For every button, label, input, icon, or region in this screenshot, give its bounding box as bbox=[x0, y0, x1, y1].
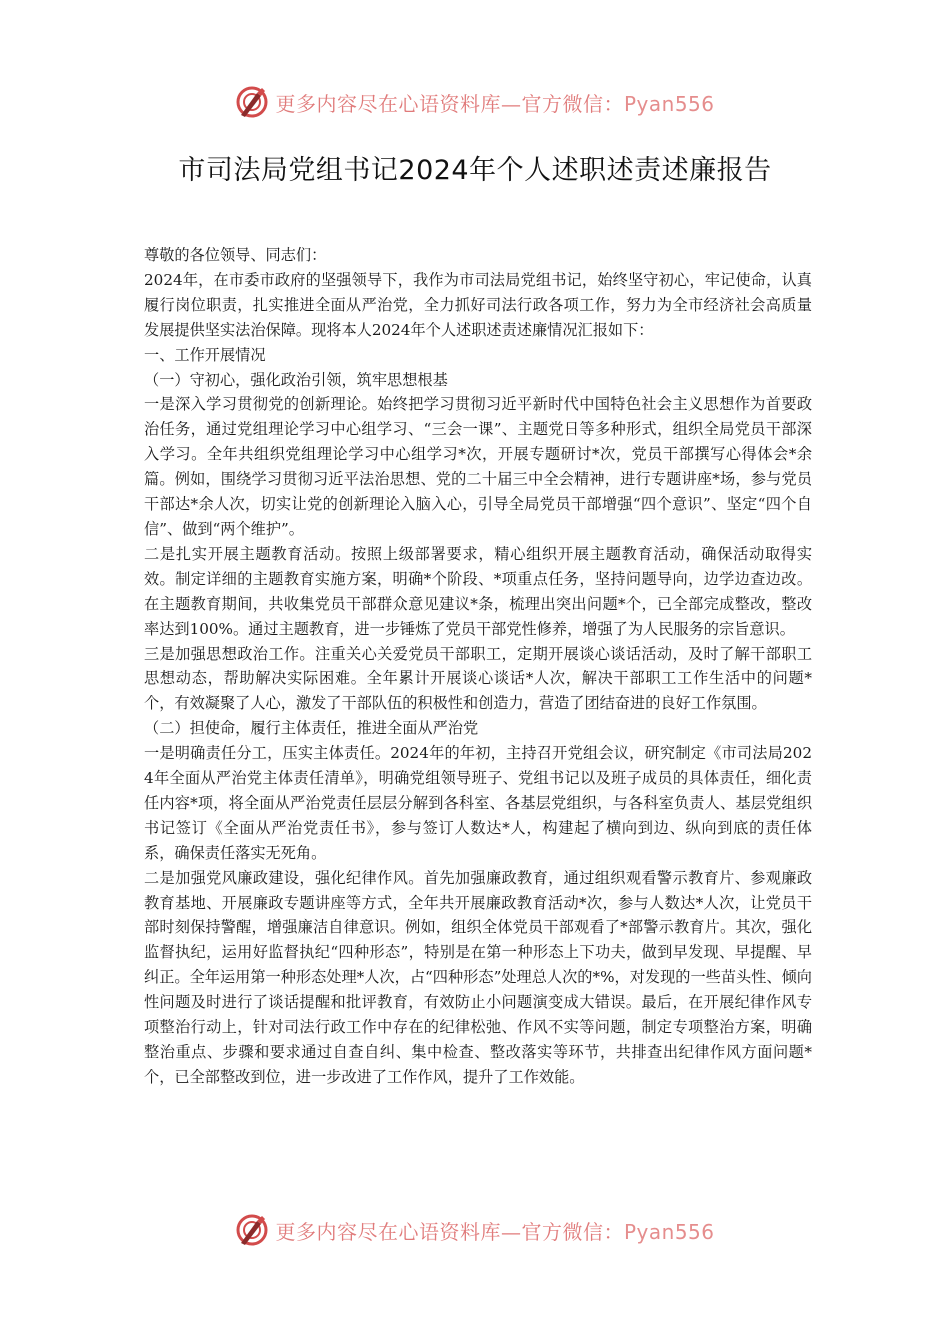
intro-paragraph: 2024年，在市委市政府的坚强领导下，我作为市司法局党组书记，始终坚守初心，牢记使命，认真履行岗位职责，扎实推进全面从严治党，全力抓好司法行政各项工作，努力为全市经济社会高质量发展提供坚实法治保障。现将本人2024年个人述职述责述廉情况汇报如下： bbox=[144, 270, 812, 339]
pen-logo-icon bbox=[235, 1213, 269, 1247]
salutation: 尊敬的各位领导、同志们： bbox=[144, 246, 327, 264]
body-paragraph: 二是加强党风廉政建设，强化纪律作风。首先加强廉政教育，通过组织观看警示教育片、参观廉政教育基地、开展廉政专题讲座等方式，全年共开展廉政教育活动*次，参与人数达*人次，让党员干部时刻保持警醒，增强廉洁自律意识。例如，组织全体党员干部观看了*部警示教育片。其次，强化监督执纪，运用好监督执纪“四种形态”，特别是在第一种形态上下功夫，做到早发现、早提醒、早纠正。全年运用第一种形态处理*人次，占“四种形态”处理总人次的*%，对发现的一些苗头性、倾向性问题及时进行了谈话提醒和批评教育，有效防止小问题演变成大错误。最后，在开展纪律作风专项整治行动上，针对司法行政工作中存在的纪律松弛、作风不实等问题，制定专项整治方案，明确整治重点、步骤和要求通过自查自纠、集中检查、整改落实等环节，共排查出纪律作风方面问题*个，已全部整改到位，进一步改进了工作作风，提升了工作效能。 bbox=[144, 868, 812, 1086]
section-heading-1: 一、工作开展情况 bbox=[144, 345, 266, 364]
body-paragraph: 二是扎实开展主题教育活动。按照上级部署要求，精心组织开展主题教育活动，确保活动取得实效。制定详细的主题教育实施方案，明确*个阶段、*项重点任务，坚持问题导向，边学边查边改。在主题教育期间，共收集党员干部群众意见建议*条，梳理出突出问题*个，已全部完成整改，整改率达到100%。通过主题教育，进一步锤炼了党员干部党性修养，增强了为人民服务的宗旨意识。 bbox=[144, 544, 812, 638]
banner-text: 更多内容尽在心语资料库—官方微信：Pyan556 bbox=[275, 91, 715, 116]
pen-logo-icon bbox=[235, 85, 269, 119]
body-paragraph: 一是明确责任分工，压实主体责任。2024年的年初，主持召开党组会议，研究制定《市司法局2024年全面从严治党主体责任清单》，明确党组领导班子、党组书记以及班子成员的具体责任，细化责任内容*项，将全面从严治党责任层层分解到各科室、各基层党组织，与各科室负责人、基层党组织书记签订《全面从严治党责任书》，参与签订人数达*人，构建起了横向到边、纵向到底的责任体系，确保责任落实无死角。 bbox=[144, 744, 812, 862]
document-body bbox=[144, 243, 812, 1090]
banner-text: 更多内容尽在心语资料库—官方微信：Pyan556 bbox=[275, 1219, 715, 1244]
body-paragraph: 一是深入学习贯彻党的创新理论。始终把学习贯彻习近平新时代中国特色社会主义思想作为首要政治任务，通过党组理论学习中心组学习、“三会一课”、主题党日等多种形式，组织全局党员干部深入学习。全年共组织党组理论学习中心组学习*次，开展专题研讨*次，党员干部撰写心得体会*余篇。例如，围绕学习贯彻习近平法治思想、党的二十届三中全会精神，进行专题讲座*场，参与党员干部达*余人次，切实让党的创新理论入脑入心，引导全局党员干部增强“四个意识”、坚定“四个自信”、做到“两个维护”。 bbox=[144, 395, 812, 538]
footer-watermark-banner bbox=[0, 1210, 950, 1250]
document-title: 市司法局党组书记2024年个人述职述责述廉报告 bbox=[178, 155, 772, 186]
body-paragraph: 三是加强思想政治工作。注重关心关爱党员干部职工，定期开展谈心谈话活动，及时了解干部职工思想动态，帮助解决实际困难。全年累计开展谈心谈话*人次，解决干部职工工作生活中的问题*个，有效凝聚了人心，激发了干部队伍的积极性和创造力，营造了团结奋进的良好工作氛围。 bbox=[144, 644, 812, 713]
header-watermark-banner bbox=[0, 82, 950, 122]
subsection-heading-1: （一）守初心，强化政治引领，筑牢思想根基 bbox=[144, 370, 448, 389]
subsection-heading-2: （二）担使命，履行主体责任，推进全面从严治党 bbox=[144, 719, 479, 738]
